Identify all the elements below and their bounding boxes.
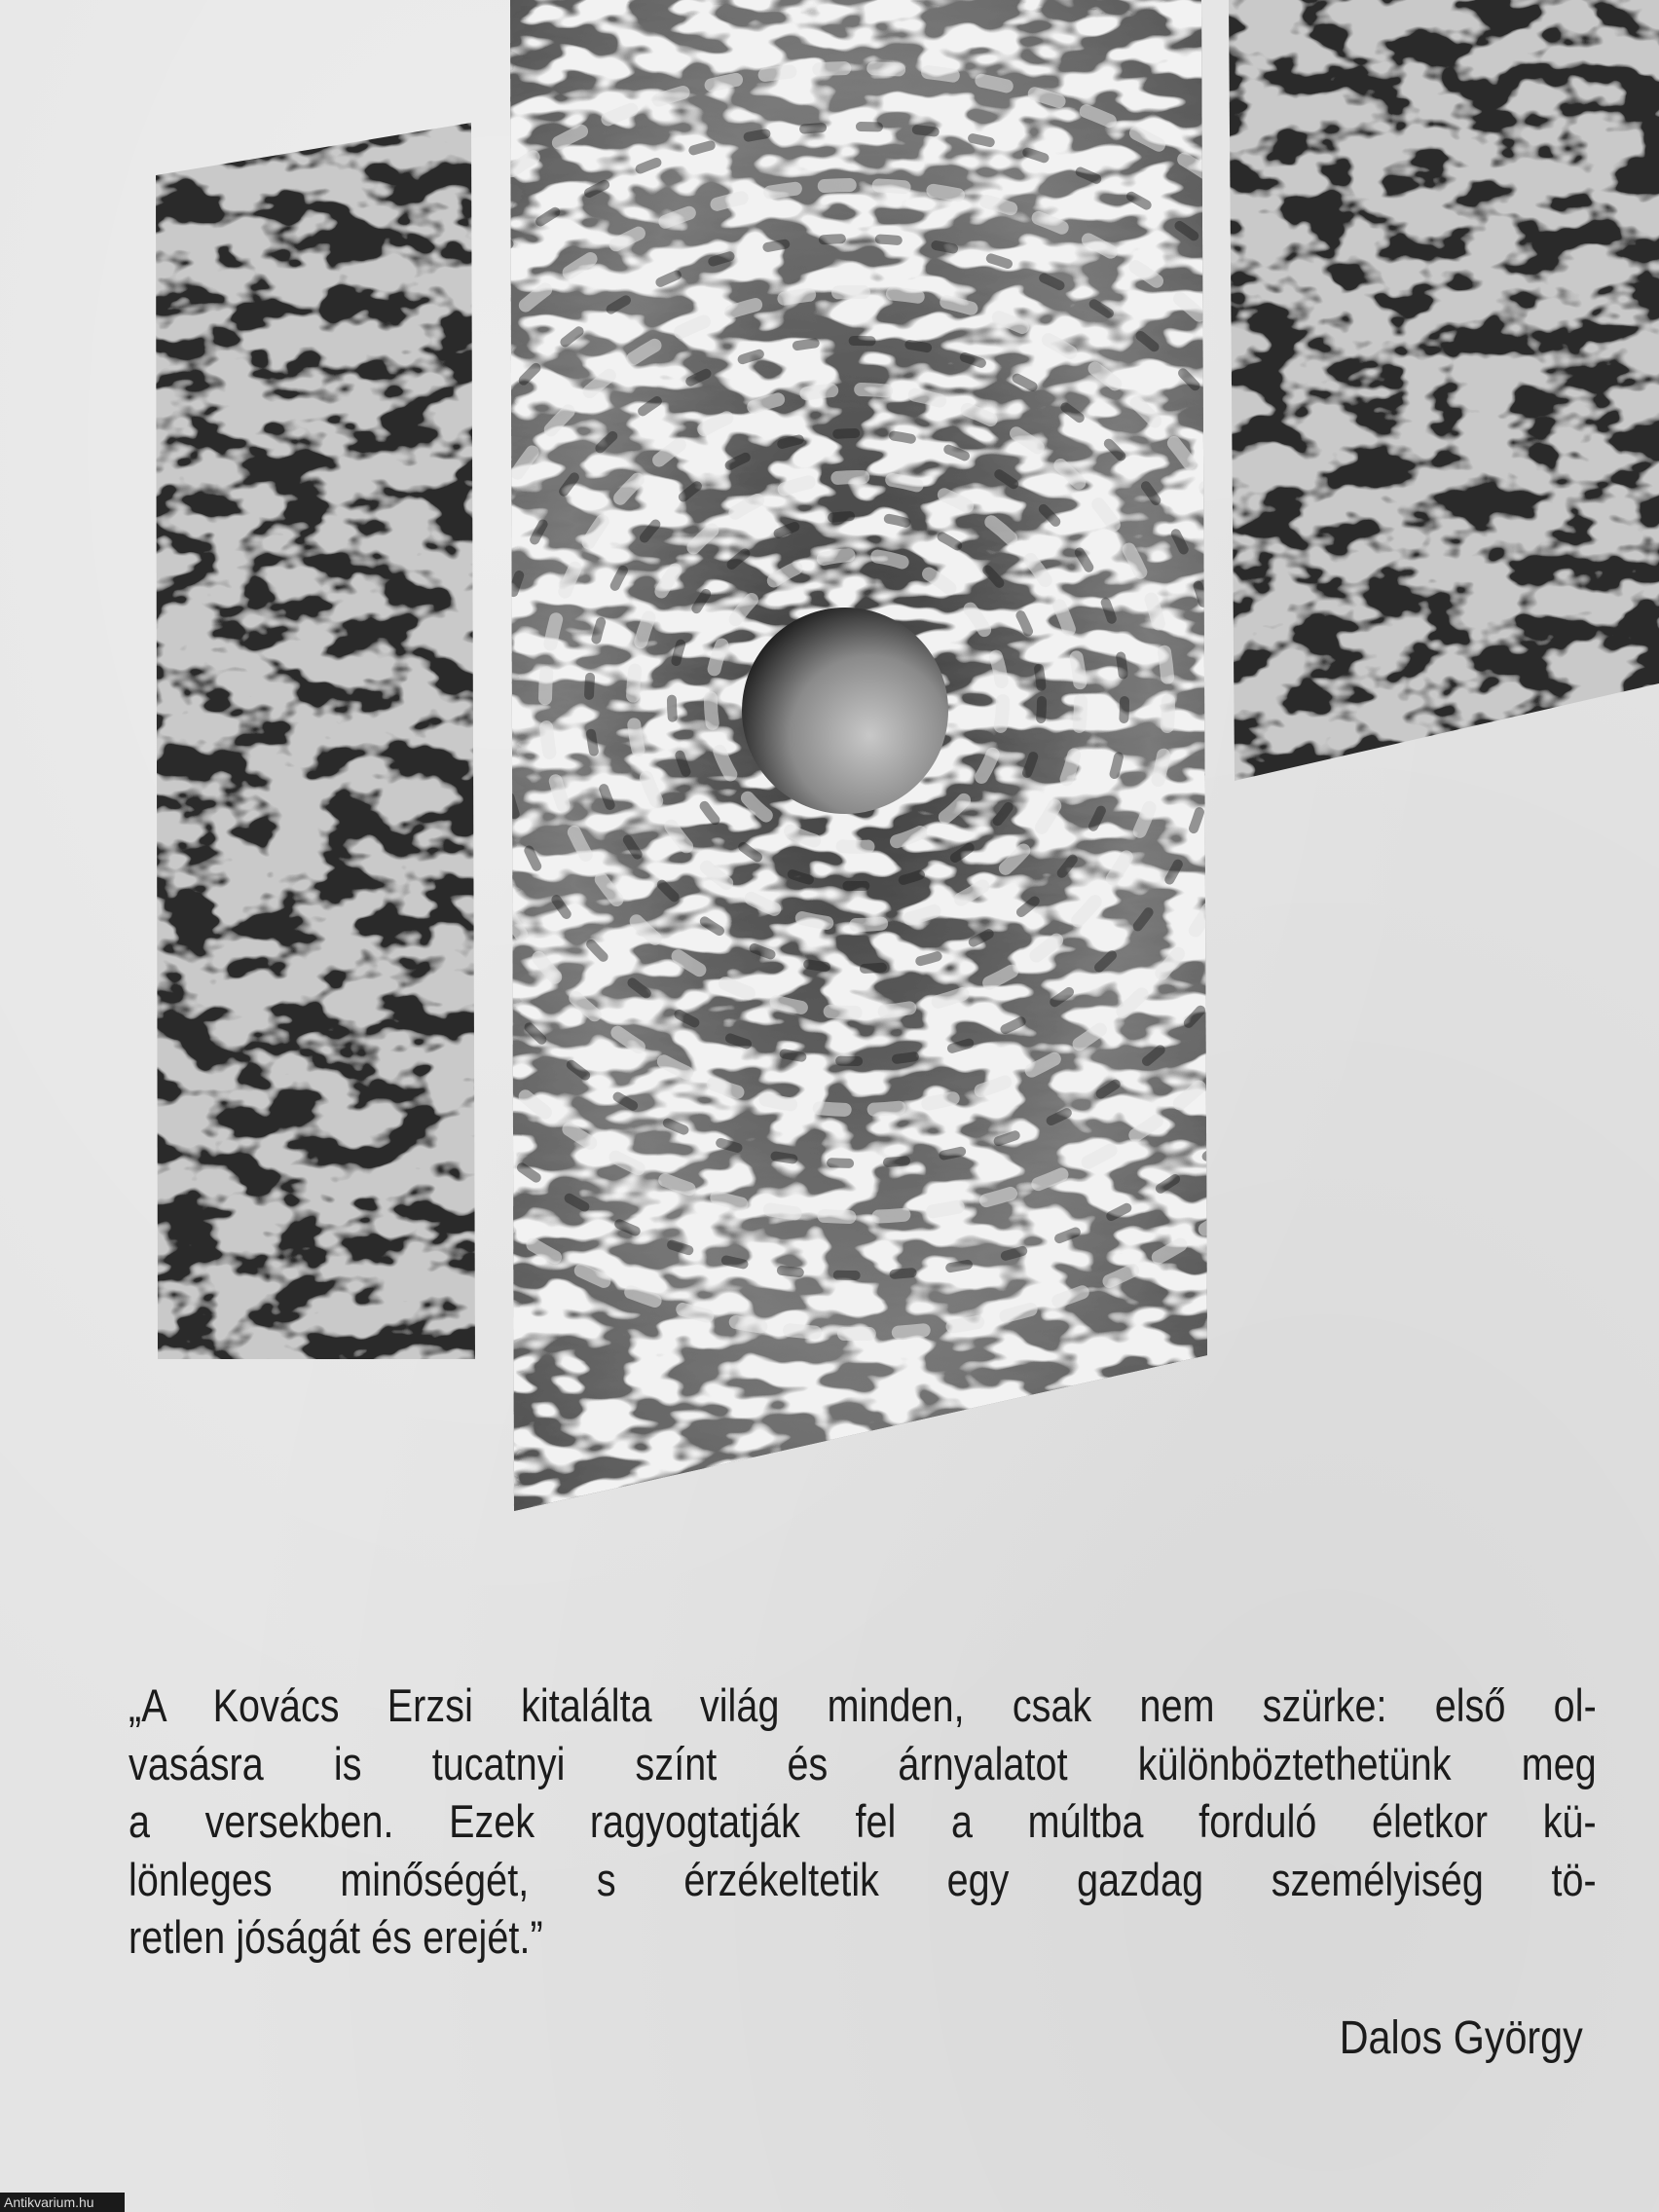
artwork-center-hole <box>742 608 948 814</box>
quote-line: retlen jóságát és erejét.” <box>129 1911 543 1963</box>
quote-line: vasásra is tucatnyi színt és árnyalatot különböztethetünk meg <box>129 1737 1597 1789</box>
quote-line: lönleges minőségét, s érzékeltetik egy gazdag személyiség tö- <box>129 1853 1597 1905</box>
quote-text <box>129 1677 1597 1967</box>
artwork-panel-left <box>146 107 487 1373</box>
watermark: Antikvarium.hu <box>0 2193 125 2212</box>
quote-author: Dalos György <box>1339 2012 1583 2064</box>
artwork-panel-right <box>1217 0 1659 798</box>
quote-line: a versekben. Ezek ragyogtatják fel a múltba forduló életkor kü- <box>129 1795 1597 1847</box>
quote-line: „A Kovács Erzsi kitalálta világ minden, csak nem szürke: első ol- <box>129 1679 1597 1731</box>
